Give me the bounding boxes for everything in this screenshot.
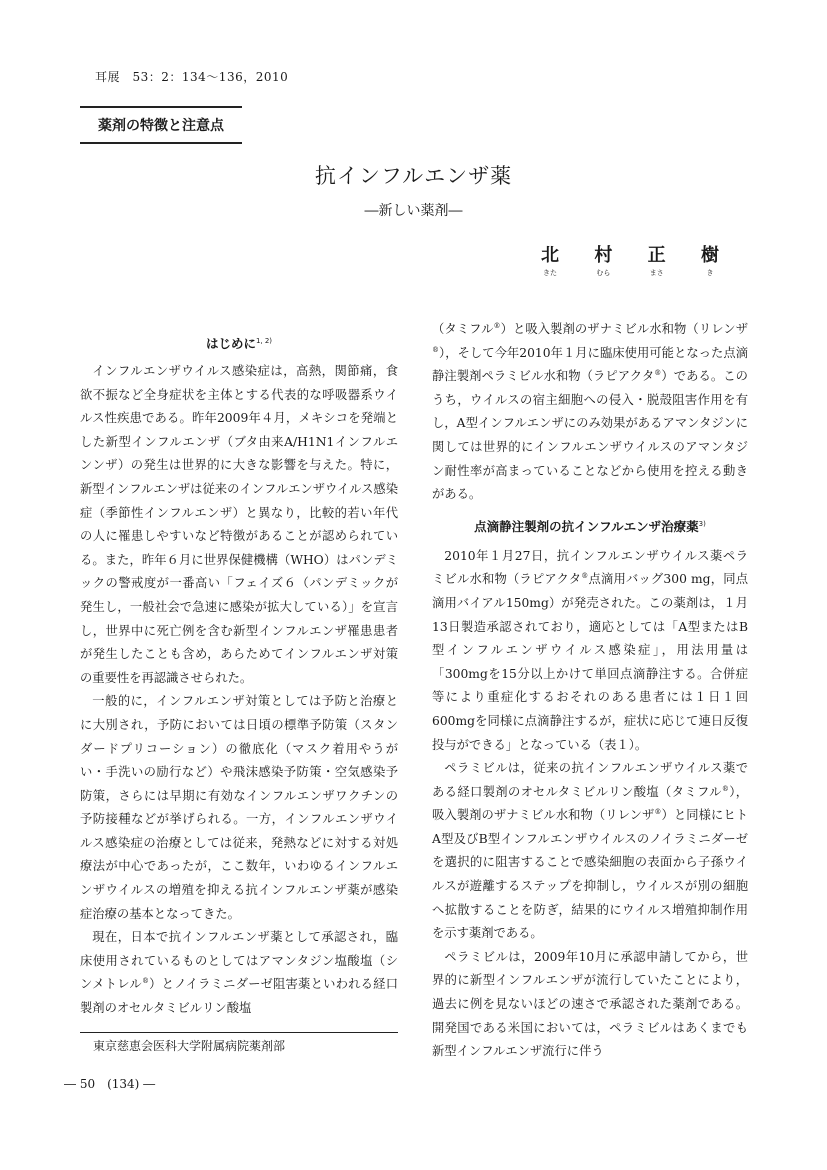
author-char	[637, 246, 677, 278]
section-heading-iv-drug: 点滴静注製剤の抗インフルエンザ治療薬$^{3)}$	[474, 518, 706, 534]
registered-mark: ®	[581, 572, 589, 581]
registered-mark: ®	[493, 321, 501, 330]
author-affiliation: 東京慈恵会医科大学附属病院薬剤部	[93, 1039, 286, 1053]
author-kanji: 村	[594, 245, 613, 266]
author-ruby: むら	[596, 269, 611, 277]
author-ruby: きた	[543, 269, 557, 277]
author-char	[530, 246, 570, 278]
registered-mark: ®	[654, 808, 662, 817]
footnote-divider	[80, 1032, 398, 1033]
article-title: 抗インフルエンザ薬	[314, 164, 513, 188]
registered-mark: ®	[721, 784, 729, 793]
registered-mark: ®	[654, 369, 662, 378]
article-subtitle: ―新しい薬剤―	[364, 203, 463, 219]
citation-ref: 3)	[698, 519, 706, 528]
author-kanji: 北	[541, 245, 559, 266]
paragraph: （タミフル®）と吸入製剤のザナミビル水和物（リレンザ®），そして今年2010年１月に臨床使用可能となった点滴静注製剤ペラミビル水和物（ラピアクタ®）である。このうち，ウイルスの宿主細胞への侵入・脱殻阻害作用を有し，A型インフルエンザにのみ効果があるアマンタジンに関しては世界的にインフルエンザウイルスのアマンタジン耐性率が高まっていることなどから使用を控える動きがある。	[432, 321, 748, 502]
paragraph: ペラミビルは，2009年10月に承認申請してから，世界的に新型インフルエンザが流行していたことにより，過去に例を見ないほどの速さで承認された薬剤である。開発国である米国においては，ペラミビルはあくまでも新型インフルエンザ流行に伴う	[432, 949, 748, 1059]
author-ruby: き	[706, 269, 714, 277]
author-kanji: 樹	[700, 245, 719, 266]
paragraph: 現在，日本で抗インフルエンザ薬として承認され，臨床使用されているものとしてはアマンタジン塩酸塩（シンメトレル®）とノイラミニダーゼ阻害薬といわれる経口製剤のオセルタミビルリン酸塩	[80, 930, 398, 1016]
paragraph: インフルエンザウイルス感染症は，高熱，関節痛，食欲不振など全身症状を主体とする代表的な呼吸器系ウイルス性疾患である。昨年2009年４月，メキシコを発端とした新型インフルエンザ（ブタ由来A/H1N1インフルエンンザ）の発生は世界的に大きな影響を与えた。特に，新型インフルエンザは従来のインフルエンザウイルス感染症（季節性インフルエンザ）と異なり，比較的若い年代の人に罹患しやすいなど特徴があることが認められている。また，昨年６月に世界保健機構（WHO）はパンデミックの警戒度が一番高い「フェイズ６（パンデミックが発生し，一般社会で急速に感染が拡大している）」を宣言し，世界中に死亡例を含む新型インフルエンザ罹患患者が発生したことも含め，あらためてインフルエンザ対策の重要性を再認識させられた。	[80, 364, 398, 685]
section-heading-intro: はじめに$^{1, 2)}$	[205, 336, 273, 351]
author-kanji: 正	[647, 245, 666, 266]
right-column	[432, 318, 748, 1064]
section-label: 薬剤の特徴と注意点	[80, 106, 242, 144]
author-ruby: まさ	[649, 269, 664, 277]
paragraph: 2010年１月27日，抗インフルエンザウイルス薬ペラミビル水和物（ラピアクタ®点滴用バッグ300 mg，同点滴用バイアル150mg）が発売された。この薬剤は，１月13日製造承認されており，適応としては「A型またはB型インフルエンザウイルス感染症」，用法用量は「300mgを15分以上かけて単回点滴静注する。合併症等により重症化するおそれのある患者には１日１回600mgを同様に点滴静注するが，症状に応じて連日反復投与ができる」となっている（表１）。	[432, 548, 748, 752]
page-number: ― 50 (134) ―	[64, 1077, 156, 1091]
author-char	[583, 246, 623, 278]
registered-mark: ®	[141, 977, 149, 986]
citation-ref: 1, 2)	[255, 336, 273, 345]
left-column	[80, 334, 398, 1021]
registered-mark: ®	[432, 345, 439, 354]
paragraph: ペラミビルは，従来の抗インフルエンザウイルス薬である経口製剤のオセルタミビルリン酸塩（タミフル®），吸入製剤のザナミビル水和物（リレンザ®）と同様にヒトA型及びB型インフルエンザウイルスのノイラミニダーゼを選択的に阻害することで感染細胞の表面から子孫ウイルスが遊離するステップを抑制し，ウイルスが別の細胞へ拡散することを防ぎ，結果的にウイルス増殖抑制作用を示す薬剤である。	[432, 761, 748, 941]
author-name	[530, 246, 730, 278]
paragraph: 一般的に，インフルエンザ対策としては予防と治療とに大別され，予防においては日頃の標準予防策（スタンダードプリコーション）の徹底化（マスク着用やうがい・手洗いの励行など）や飛沫感染予防策・空気感染予防策，さらには早期に有効なインフルエンザワクチンの予防接種などが挙げられる。一方，インフルエンザウイルス感染症の治療としては従来，発熱などに対する対処療法が中心であったが，ここ数年，いわゆるインフルエンザウイルスの増殖を抑える抗インフルエンザ薬が感染症治療の基本となってきた。	[80, 694, 398, 921]
journal-citation: 耳展 53：2：134〜136，2010	[95, 70, 289, 84]
author-char	[690, 246, 730, 278]
